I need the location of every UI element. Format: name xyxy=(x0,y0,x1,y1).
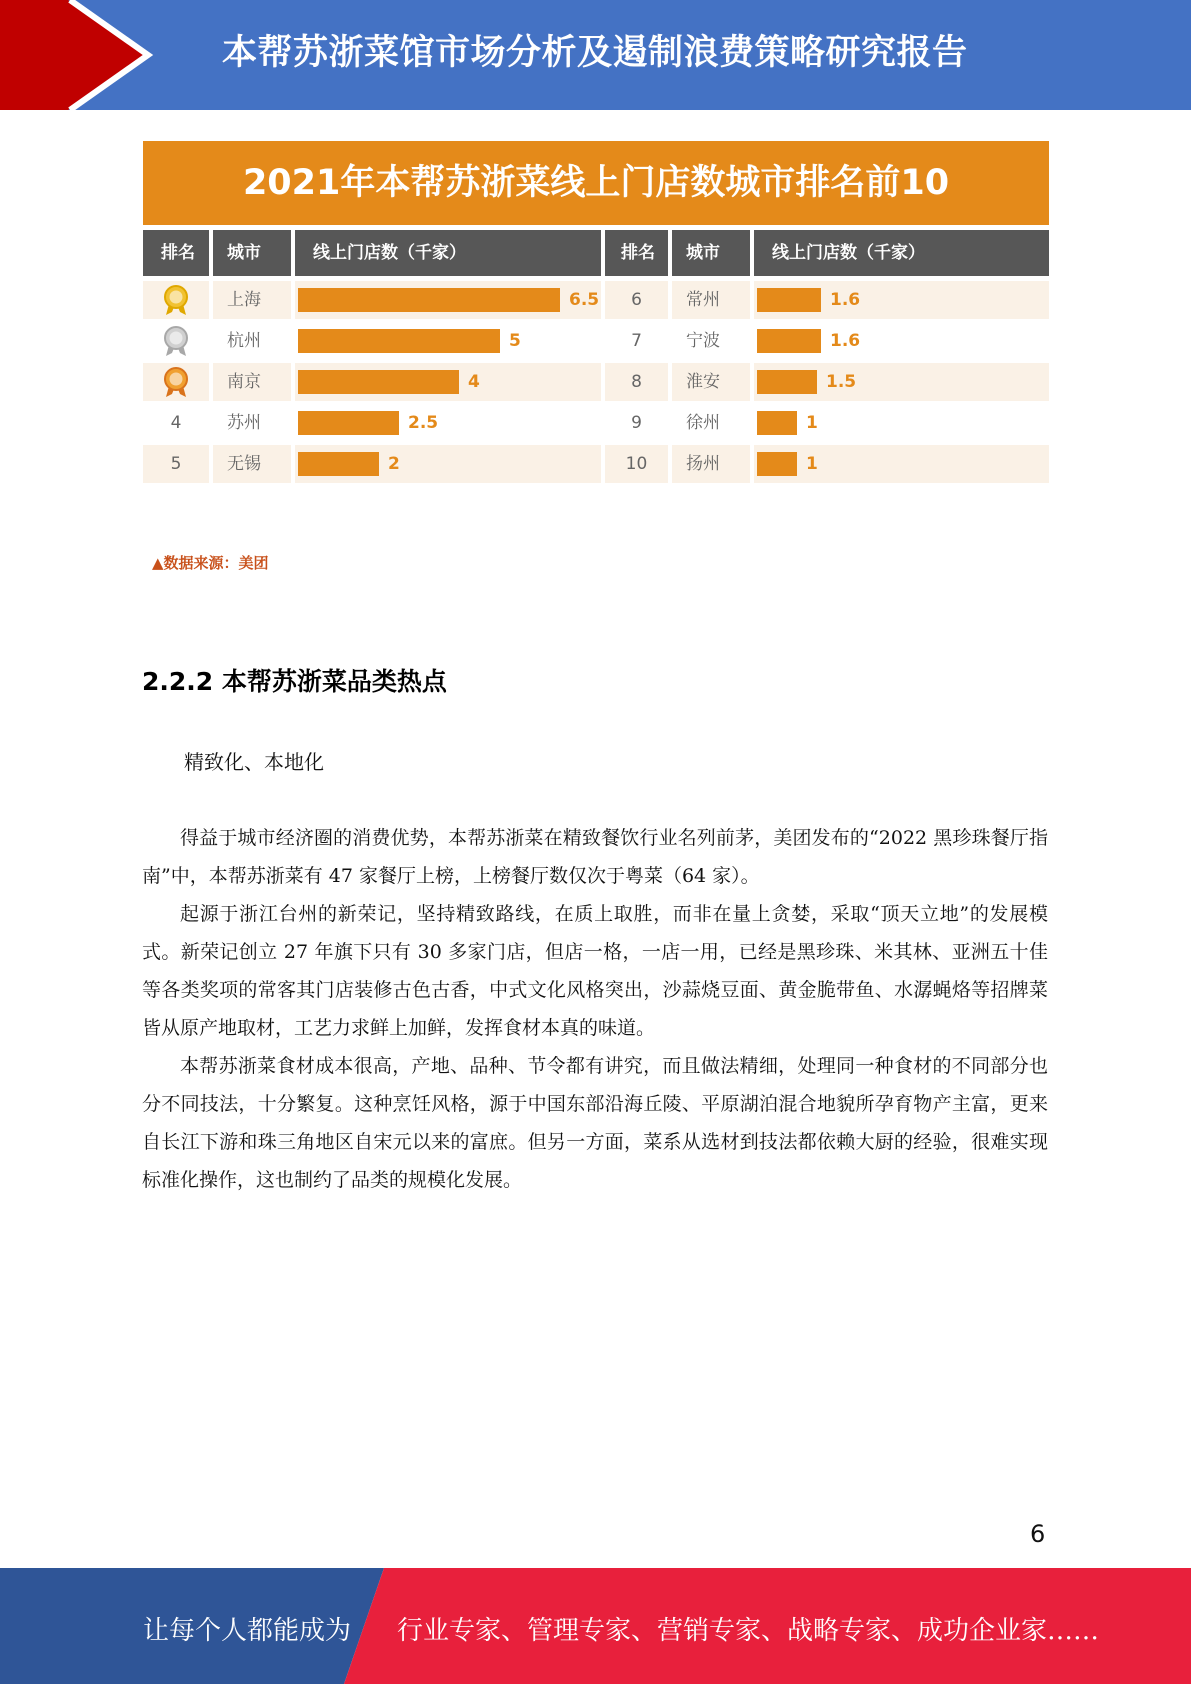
city-ranking-chart xyxy=(143,141,1049,491)
city-cell: 扬州 xyxy=(672,445,750,483)
bar-杭州 xyxy=(298,329,500,353)
city-cell: 宁波 xyxy=(672,322,750,360)
rank-cell: 5 xyxy=(143,445,209,483)
bar-value-label: 1.6 xyxy=(830,331,861,351)
rank-cell: 9 xyxy=(605,404,668,442)
silver-medal-icon xyxy=(161,325,191,357)
header-rank-left: 排名 xyxy=(143,230,209,276)
rank-cell: 7 xyxy=(605,322,668,360)
city-cell: 苏州 xyxy=(213,404,291,442)
bar-value-label: 5 xyxy=(509,331,521,351)
bar-无锡 xyxy=(298,452,379,476)
city-cell: 南京 xyxy=(213,363,291,401)
rank-cell: 6 xyxy=(605,281,668,319)
city-cell: 上海 xyxy=(213,281,291,319)
bar-徐州 xyxy=(757,411,797,435)
rank-cell: 8 xyxy=(605,363,668,401)
report-title: 本帮苏浙菜馆市场分析及遏制浪费策略研究报告 xyxy=(222,33,968,73)
city-cell: 徐州 xyxy=(672,404,750,442)
bar-淮安 xyxy=(757,370,817,394)
footer-slogan-right: 行业专家、管理专家、营销专家、战略专家、成功企业家…… xyxy=(397,1616,1100,1646)
header-city-left: 城市 xyxy=(213,230,291,276)
rank-cell: 10 xyxy=(605,445,668,483)
header-rank-right: 排名 xyxy=(605,230,668,276)
section-subhead: 精致化、本地化 xyxy=(184,750,324,774)
bronze-medal-icon xyxy=(161,366,191,398)
bar-value-label: 1 xyxy=(806,413,818,433)
bar-value-label: 4 xyxy=(468,372,480,392)
bar-上海 xyxy=(298,288,560,312)
bar-value-label: 2.5 xyxy=(408,413,439,433)
bar-扬州 xyxy=(757,452,797,476)
gold-medal-icon xyxy=(161,284,191,316)
city-cell: 淮安 xyxy=(672,363,750,401)
header-city-right: 城市 xyxy=(672,230,750,276)
bar-南京 xyxy=(298,370,459,394)
data-source-note: ▲数据来源：美团 xyxy=(152,554,269,572)
city-cell: 常州 xyxy=(672,281,750,319)
report-header-band xyxy=(0,0,1191,110)
section-heading: 2.2.2 本帮苏浙菜品类热点 xyxy=(142,667,447,696)
red-arrow-decoration xyxy=(0,0,160,110)
rank-cell xyxy=(143,281,209,319)
page-number: 6 xyxy=(1030,1520,1046,1548)
section-body xyxy=(142,819,1048,1199)
bar-value-label: 1.6 xyxy=(830,290,861,310)
city-cell: 杭州 xyxy=(213,322,291,360)
footer-band xyxy=(0,1568,1191,1684)
bar-cell xyxy=(754,445,1049,483)
chart-title: 2021年本帮苏浙菜线上门店数城市排名前10 xyxy=(143,141,1049,225)
footer-slogan-left: 让每个人都能成为 xyxy=(143,1616,352,1646)
bar-苏州 xyxy=(298,411,399,435)
header-count-right: 线上门店数（千家） xyxy=(754,230,1049,276)
bar-value-label: 1.5 xyxy=(826,372,857,392)
paragraph-3: 本帮苏浙菜食材成本很高，产地、品种、节令都有讲究，而且做法精细，处理同一种食材的不同部分也分不同技法，十分繁复。这种烹饪风格，源于中国东部沿海丘陵、平原湖泊混合地貌所孕育物产主富，更来自长江下游和珠三角地区自宋元以来的富庶。但另一方面，菜系从选材到技法都依赖大厨的经验，很难实现标准化操作，这也制约了品类的规模化发展。 xyxy=(142,1055,1048,1191)
bar-value-label: 2 xyxy=(388,454,400,474)
paragraph-1: 得益于城市经济圈的消费优势，本帮苏浙菜在精致餐饮行业名列前茅，美团发布的“2022 黑珍珠餐厅指南”中，本帮苏浙菜有 47 家餐厅上榜，上榜餐厅数仅次于粤菜（64 家）。 xyxy=(142,827,1048,887)
bar-value-label: 1 xyxy=(806,454,818,474)
rank-cell xyxy=(143,322,209,360)
bar-value-label: 6.5 xyxy=(569,290,600,310)
rank-cell: 4 xyxy=(143,404,209,442)
city-cell: 无锡 xyxy=(213,445,291,483)
bar-宁波 xyxy=(757,329,821,353)
paragraph-2: 起源于浙江台州的新荣记，坚持精致路线，在质上取胜，而非在量上贪婪，采取“顶天立地”的发展模式。新荣记创立 27 年旗下只有 30 多家门店，但店一格，一店一用，已经是黑珍珠、米其林、亚洲五十佳等各类奖项的常客其门店装修古色古香，中式文化风格突出，沙蒜烧豆面、黄金脆带鱼、水潺蝇烙等招牌菜皆从原产地取材，工艺力求鲜上加鲜，发挥食材本真的味道。 xyxy=(142,903,1048,1039)
header-count-left: 线上门店数（千家） xyxy=(295,230,601,276)
bar-cell xyxy=(754,404,1049,442)
bar-常州 xyxy=(757,288,821,312)
rank-cell xyxy=(143,363,209,401)
